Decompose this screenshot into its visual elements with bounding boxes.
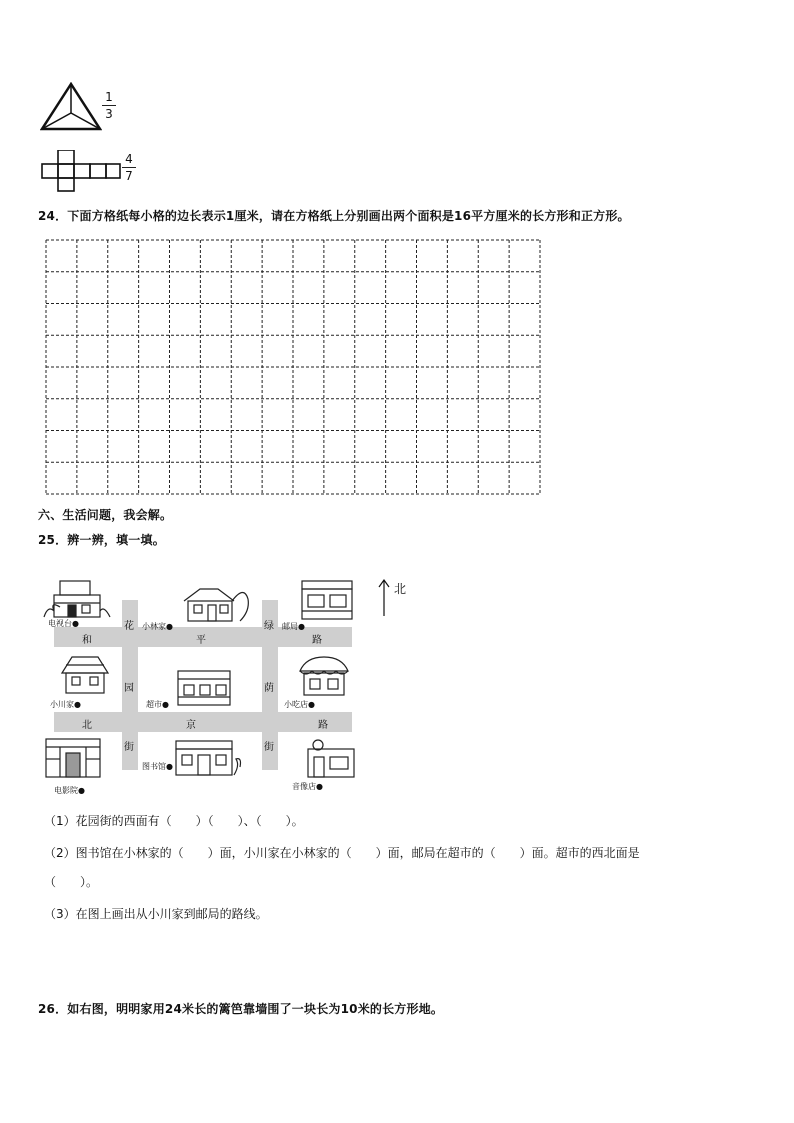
library-building bbox=[172, 737, 242, 777]
north-label: 北 bbox=[394, 582, 407, 596]
q25-sub3: （3）在图上画出从小川家到邮局的路线。 bbox=[44, 907, 268, 921]
post-office-building bbox=[298, 579, 356, 621]
q25-sub2-line1: （2）图书馆在小林家的（ ）面，小川家在小林家的（ ）面，邮局在超市的（ ）面。超市的西北面是 bbox=[44, 846, 640, 860]
music-shop-label: 音像店● bbox=[292, 782, 323, 791]
question-24: 24．下面方格纸每小格的边长表示1厘米，请在方格纸上分别画出两个面积是16平方厘米的长方形和正方形。 bbox=[38, 209, 630, 223]
fraction-numerator: 1 bbox=[105, 90, 113, 104]
tv-station-label: 电视台● bbox=[48, 619, 79, 628]
fraction-numerator: 4 bbox=[125, 152, 133, 166]
street-bei-jing-char-2: 京 bbox=[186, 720, 196, 731]
section-6-title: 六、生活问题，我会解。 bbox=[38, 508, 173, 522]
street-hua-yuan-char-3: 街 bbox=[124, 742, 134, 753]
street-bei-jing-char-1: 北 bbox=[82, 720, 92, 731]
music-shop-building bbox=[304, 737, 358, 779]
supermarket-label: 超市● bbox=[146, 700, 169, 709]
supermarket-building bbox=[174, 667, 234, 707]
cube-net-figure bbox=[40, 150, 122, 192]
street-he-ping-char-1: 和 bbox=[82, 635, 92, 646]
snack-shop-label: 小吃店● bbox=[284, 700, 315, 709]
post-office-label: 邮局● bbox=[282, 622, 305, 631]
grid-paper[interactable] bbox=[44, 238, 542, 496]
xiaolin-home-building bbox=[178, 581, 250, 623]
xiaochuan-home-label: 小川家● bbox=[50, 700, 81, 709]
street-hua-yuan-char-2: 园 bbox=[124, 683, 134, 694]
street-lv-yin-char-2: 荫 bbox=[264, 683, 274, 694]
library-label: 图书馆● bbox=[142, 762, 173, 771]
street-lv-yin-char-1: 绿 bbox=[264, 621, 274, 632]
fraction-denominator: 3 bbox=[105, 107, 113, 121]
cinema-label: 电影院● bbox=[54, 786, 85, 795]
tv-station-building bbox=[42, 577, 112, 619]
street-hua-yuan-char-1: 花 bbox=[124, 621, 134, 632]
street-he-ping-char-3: 路 bbox=[312, 635, 322, 646]
question-26: 26．如右图，明明家用24米长的篱笆靠墙围了一块长为10米的长方形地。 bbox=[38, 1002, 444, 1016]
question-25: 25．辨一辨，填一填。 bbox=[38, 533, 165, 547]
fraction-denominator: 7 bbox=[125, 169, 133, 183]
road-bei-jing bbox=[54, 712, 352, 732]
street-lv-yin-char-3: 街 bbox=[264, 742, 274, 753]
q25-sub1: （1）花园街的西面有（ ）（ ）、（ ）。 bbox=[44, 814, 304, 828]
cinema-building bbox=[42, 735, 104, 781]
xiaolin-home-label: 小林家● bbox=[142, 622, 173, 631]
xiaochuan-home-building bbox=[58, 653, 112, 697]
street-he-ping-char-2: 平 bbox=[196, 635, 206, 646]
north-arrow-icon bbox=[378, 578, 390, 618]
street-bei-jing-char-3: 路 bbox=[318, 720, 328, 731]
net-fraction bbox=[122, 152, 136, 183]
town-map[interactable] bbox=[40, 575, 370, 800]
triangle-figure bbox=[40, 82, 102, 132]
q25-sub2-line2: （ ）。 bbox=[44, 875, 99, 889]
snack-shop-building bbox=[296, 655, 352, 697]
triangle-fraction bbox=[102, 90, 116, 121]
